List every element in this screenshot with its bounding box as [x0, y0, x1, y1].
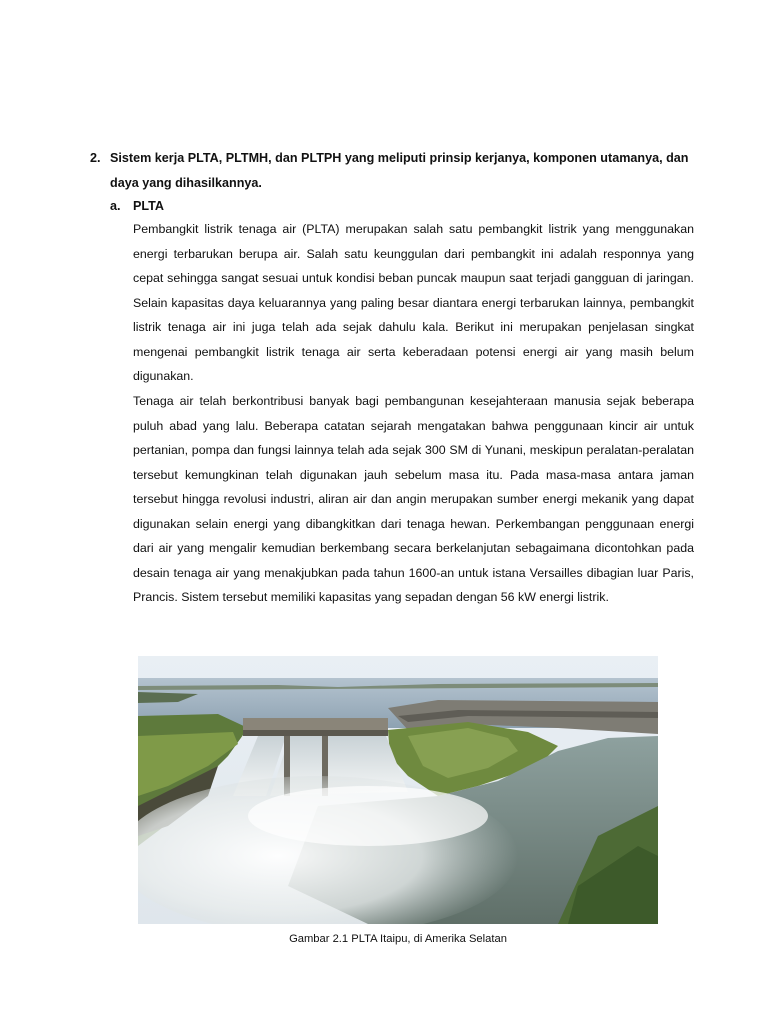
- figure-caption: Gambar 2.1 PLTA Itaipu, di Amerika Selatan: [289, 933, 507, 945]
- paragraph-2: Tenaga air telah berkontribusi banyak bagi pembangunan kesejahteraan manusia sejak beberapa puluh abad yang lalu. Beberapa catatan sejarah mengatakan bahwa penggunaan kincir air untuk pertanian, pompa dan fungsi lainnya telah ada sejak 300 SM di Yunani, meskipun peralatan-peralatan tersebut kemungkinan telah digunakan jauh sebelum masa itu. Pada masa-masa antara jaman tersebut hingga revolusi industri, aliran air dan angin merupakan sumber energi mekanik yang dapat digunakan selain energi yang dibangkitkan dari tenaga hewan. Perkembangan penggunaan energi dari air yang mengalir kemudian berkembang secara berkelanjutan sebagaimana dicontohkan pada desain tenaga air yang menakjubkan pada tahun 1600-an untuk istana Versailles dibagian luar Paris, Prancis. Sistem tersebut memiliki kapasitas yang sepadan dengan 56 kW energi listrik.: [133, 394, 694, 604]
- subsection-heading: [110, 194, 164, 218]
- paragraph-1: Pembangkit listrik tenaga air (PLTA) merupakan salah satu pembangkit listrik yang menggunakan energi terbarukan berupa air. Salah satu keunggulan dari pembangkit ini adalah responnya yang cepat sehingga sangat sesuai untuk kondisi beban puncak maupun saat terjadi gangguan di jaringan. Selain kapasitas daya keluarannya yang paling besar diantara energi terbarukan lainnya, pembangkit listrik tenaga air ini juga telah ada sejak dahulu kala. Berikut ini merupakan penjelasan singkat mengenai pembangkit listrik tenaga air serta keberadaan potensi energi air yang masih belum digunakan.: [133, 222, 694, 383]
- section-title: Sistem kerja PLTA, PLTMH, dan PLTPH yang meliputi prinsip kerjanya, komponen utamanya, dan daya yang dihasilkannya.: [110, 151, 689, 190]
- section-number: 2.: [90, 151, 101, 165]
- dam-photo: [138, 656, 658, 924]
- section-heading: [90, 146, 700, 195]
- subsection-title: PLTA: [133, 199, 165, 213]
- subsection-letter: a.: [110, 199, 121, 213]
